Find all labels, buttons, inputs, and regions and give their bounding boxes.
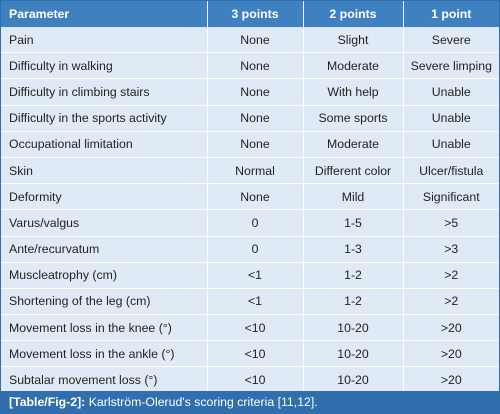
table-caption — [1, 391, 499, 413]
one-point-cell: Severe limping — [403, 53, 499, 79]
one-point-cell: Significant — [403, 184, 499, 210]
table-row — [1, 184, 499, 210]
one-point-cell: Unable — [403, 131, 499, 157]
table-row — [1, 27, 499, 53]
table-row — [1, 210, 499, 236]
table-row — [1, 341, 499, 367]
parameter-cell: Ante/recurvatum — [1, 236, 207, 262]
one-point-cell: >20 — [403, 315, 499, 341]
one-point-cell: >5 — [403, 210, 499, 236]
caption-label: [Table/Fig-2]: — [9, 395, 86, 409]
three-points-cell: <10 — [207, 367, 303, 393]
one-point-cell: Unable — [403, 105, 499, 131]
three-points-cell: <10 — [207, 341, 303, 367]
parameter-cell: Pain — [1, 27, 207, 53]
three-points-cell: None — [207, 184, 303, 210]
three-points-cell: <10 — [207, 315, 303, 341]
one-point-cell: >2 — [403, 262, 499, 288]
table-row — [1, 288, 499, 314]
two-points-cell: 1-3 — [303, 236, 403, 262]
caption-text: Karlström-Olerud's scoring criteria [11,12]. — [85, 395, 318, 409]
header-3-points: 3 points — [207, 1, 303, 27]
two-points-cell: 1-5 — [303, 210, 403, 236]
parameter-cell: Difficulty in climbing stairs — [1, 79, 207, 105]
table-row — [1, 79, 499, 105]
three-points-cell: None — [207, 79, 303, 105]
two-points-cell: 10-20 — [303, 367, 403, 393]
two-points-cell: Different color — [303, 157, 403, 183]
two-points-cell: Some sports — [303, 105, 403, 131]
two-points-cell: Moderate — [303, 131, 403, 157]
one-point-cell: >3 — [403, 236, 499, 262]
three-points-cell: None — [207, 105, 303, 131]
parameter-cell: Shortening of the leg (cm) — [1, 288, 207, 314]
one-point-cell: >2 — [403, 288, 499, 314]
parameter-cell: Movement loss in the knee (°) — [1, 315, 207, 341]
table-row — [1, 367, 499, 393]
three-points-cell: <1 — [207, 288, 303, 314]
table-row — [1, 236, 499, 262]
three-points-cell: None — [207, 27, 303, 53]
three-points-cell: None — [207, 53, 303, 79]
parameter-cell: Subtalar movement loss (°) — [1, 367, 207, 393]
header-row — [1, 1, 499, 27]
one-point-cell: Unable — [403, 79, 499, 105]
one-point-cell: >20 — [403, 341, 499, 367]
parameter-cell: Skin — [1, 157, 207, 183]
parameter-cell: Muscleatrophy (cm) — [1, 262, 207, 288]
header-1-point: 1 point — [403, 1, 499, 27]
header-parameter: Parameter — [1, 1, 207, 27]
table-row — [1, 262, 499, 288]
parameter-cell: Deformity — [1, 184, 207, 210]
three-points-cell: <1 — [207, 262, 303, 288]
parameter-cell: Occupational limitation — [1, 131, 207, 157]
two-points-cell: 10-20 — [303, 315, 403, 341]
three-points-cell: 0 — [207, 236, 303, 262]
three-points-cell: Normal — [207, 157, 303, 183]
table-row — [1, 105, 499, 131]
header-2-points: 2 points — [303, 1, 403, 27]
table-row — [1, 53, 499, 79]
table-row — [1, 131, 499, 157]
two-points-cell: 10-20 — [303, 341, 403, 367]
scoring-table — [1, 1, 499, 394]
two-points-cell: 1-2 — [303, 288, 403, 314]
one-point-cell: Severe — [403, 27, 499, 53]
one-point-cell: >20 — [403, 367, 499, 393]
table-row — [1, 157, 499, 183]
parameter-cell: Difficulty in the sports activity — [1, 105, 207, 131]
parameter-cell: Difficulty in walking — [1, 53, 207, 79]
parameter-cell: Movement loss in the ankle (°) — [1, 341, 207, 367]
two-points-cell: Mild — [303, 184, 403, 210]
two-points-cell: With help — [303, 79, 403, 105]
parameter-cell: Varus/valgus — [1, 210, 207, 236]
two-points-cell: Moderate — [303, 53, 403, 79]
three-points-cell: None — [207, 131, 303, 157]
two-points-cell: 1-2 — [303, 262, 403, 288]
two-points-cell: Slight — [303, 27, 403, 53]
three-points-cell: 0 — [207, 210, 303, 236]
one-point-cell: Ulcer/fistula — [403, 157, 499, 183]
table-row — [1, 315, 499, 341]
